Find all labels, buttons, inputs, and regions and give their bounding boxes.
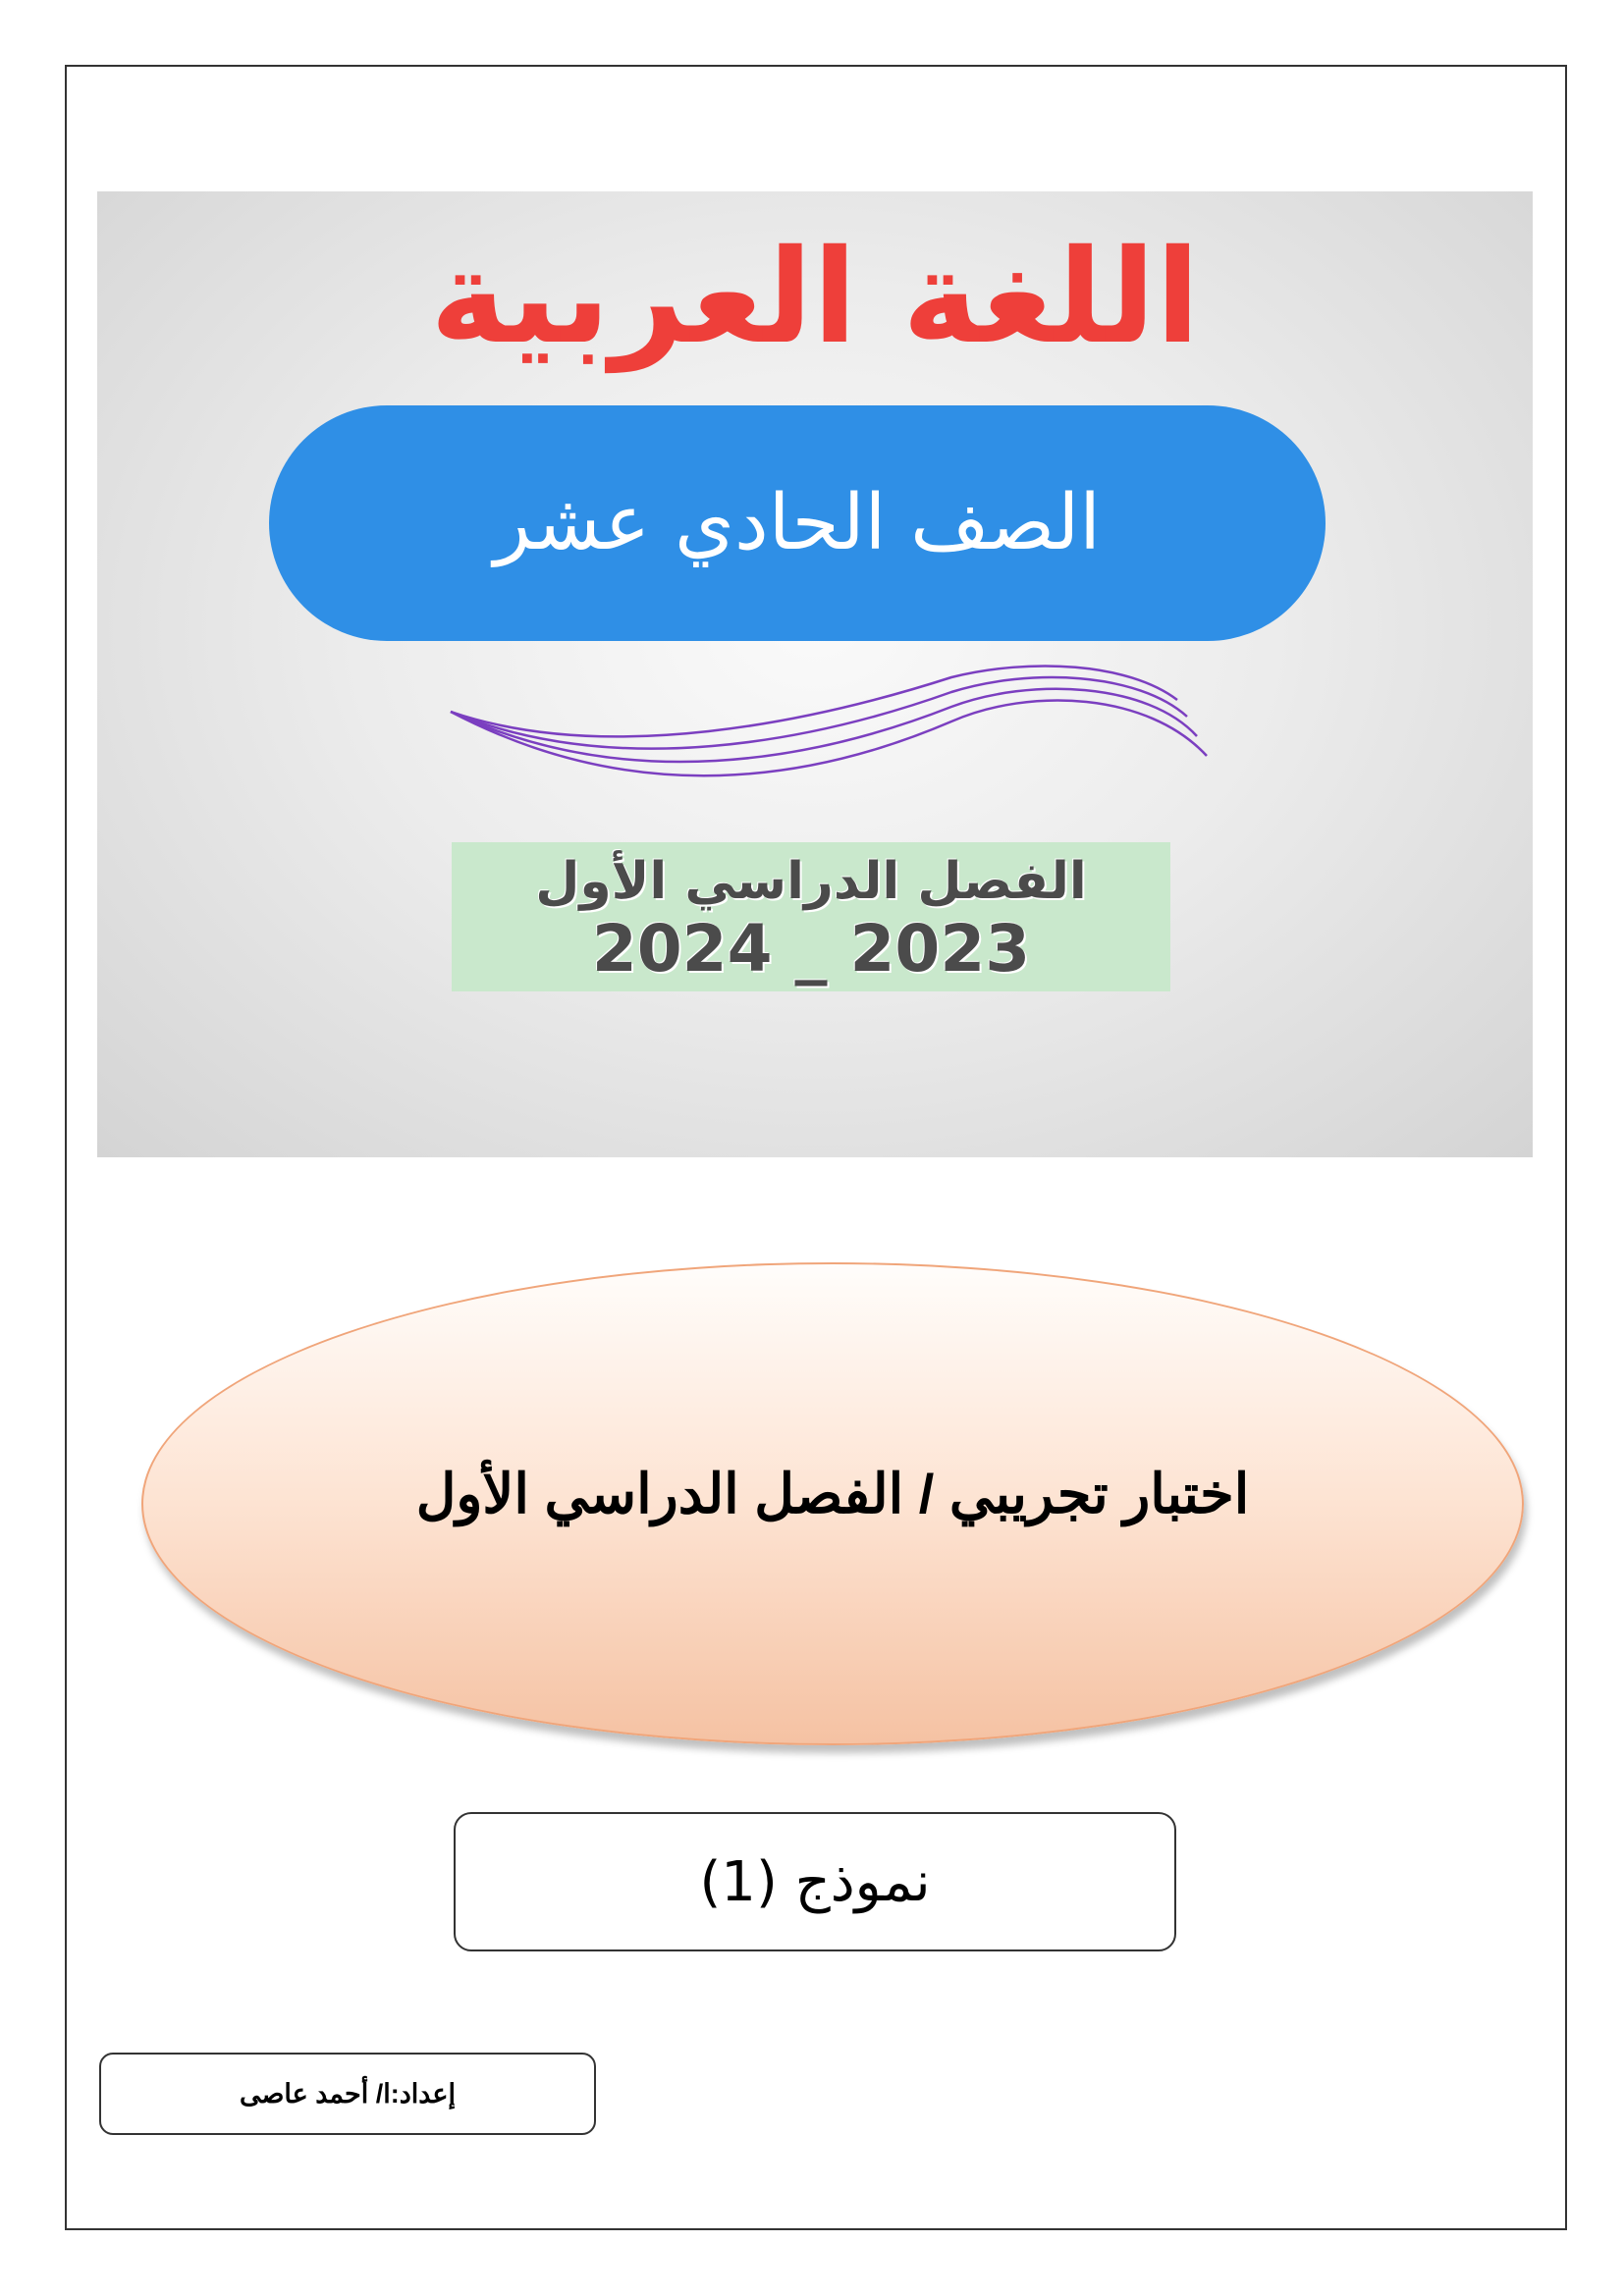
grade-badge <box>269 405 1326 641</box>
decorative-waves <box>441 663 1226 829</box>
academic-years: 2024 _ 2023 <box>591 911 1031 987</box>
grade-label: الصف الحادي عشر <box>494 479 1101 567</box>
model-box <box>454 1812 1176 1951</box>
cover-image <box>97 191 1533 1157</box>
author-label: إعداد:ا/ أحمد عاصى <box>239 2078 457 2109</box>
model-label: نموذج (1) <box>699 1849 931 1914</box>
subject-title: اللغة العربية <box>429 222 1201 373</box>
semester-label: الفصل الدراسي الأول <box>535 852 1087 911</box>
exam-title: اختبار تجريبي / الفصل الدراسي الأول <box>415 1463 1250 1524</box>
exam-title-ellipse <box>141 1262 1524 1745</box>
semester-box <box>452 842 1170 991</box>
author-box <box>99 2053 596 2135</box>
